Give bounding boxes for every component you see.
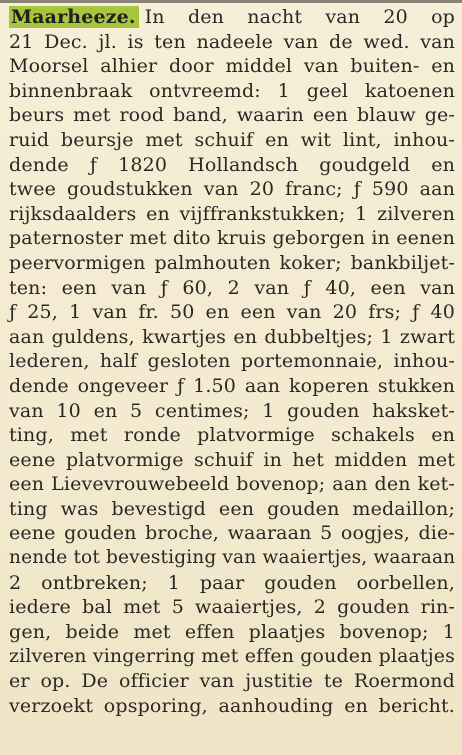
article-line: ten: een van ƒ 60, 2 van ƒ 40, een van bbox=[9, 276, 455, 299]
article-line: eene platvormige schuif in het midden met bbox=[9, 448, 455, 471]
article-line: aan guldens, kwartjes en dubbeltjes; 1 zwart bbox=[9, 325, 455, 348]
article-line: ƒ 25, 1 van fr. 50 en een van 20 frs; ƒ 40 bbox=[9, 301, 455, 324]
article-line: binnenbraak ontvreemd: 1 geel katoenen bbox=[9, 79, 455, 102]
article-line: dende ƒ 1820 Hollandsch goudgeld en bbox=[9, 153, 455, 176]
article-line: iedere bal met 5 waaiertjes, 2 gouden rin- bbox=[9, 596, 455, 619]
article-body bbox=[9, 5, 455, 718]
article-line: ting, met ronde platvormige schakels en bbox=[9, 424, 455, 447]
article-line: paternoster met dito kruis geborgen in eenen bbox=[9, 227, 455, 250]
article-headword: Maarheeze. bbox=[9, 6, 139, 28]
article-line: zilveren vingerring met effen gouden plaatjes bbox=[9, 645, 455, 668]
article-line: Moorsel alhier door middel van buiten- en bbox=[9, 55, 455, 78]
article-line: peervormigen palmhouten koker; bankbiljet- bbox=[9, 251, 455, 274]
article-line: nende tot bevestiging van waaiertjes, waaraan bbox=[9, 547, 456, 569]
article-line: van 10 en 5 centimes; 1 gouden haksket- bbox=[9, 399, 455, 422]
article-line: dende ongeveer ƒ 1.50 aan koperen stukken bbox=[9, 374, 455, 397]
article-line: 21 Dec. jl. is ten nadeele van de wed. van bbox=[9, 30, 455, 53]
article-line: lederen, half gesloten portemonnaie, inhou- bbox=[9, 350, 455, 373]
article-line: ting was bevestigd een gouden medaillon; bbox=[9, 497, 455, 520]
article-intro: In den nacht van 20 op bbox=[144, 6, 455, 28]
article-line: 2 ontbreken; 1 paar gouden oorbellen, bbox=[9, 571, 455, 594]
article-line: rijksdaalders en vijffrankstukken; 1 zilveren bbox=[9, 202, 455, 225]
article-line-last: verzoekt opsporing, aanhouding en bericht. bbox=[9, 694, 455, 717]
article-line: twee goudstukken van 20 franc; ƒ 590 aan bbox=[9, 178, 455, 201]
article-line: ruid beursje met schuif en wit lint, inhou- bbox=[9, 128, 455, 151]
article-line: gen, beide met effen plaatjes bovenop; 1 bbox=[9, 620, 455, 643]
article-line-1 bbox=[9, 5, 455, 30]
article-line: een Lievevrouwebeeld bovenop; aan den ket- bbox=[9, 473, 455, 496]
article-line: er op. De officier van justitie te Roermond bbox=[9, 670, 455, 693]
article-line: beurs met rood band, waarin een blauw ge- bbox=[9, 104, 455, 127]
article-line: eene gouden broche, waaraan 5 oogjes, die- bbox=[9, 522, 455, 545]
top-rule bbox=[0, 0, 462, 3]
